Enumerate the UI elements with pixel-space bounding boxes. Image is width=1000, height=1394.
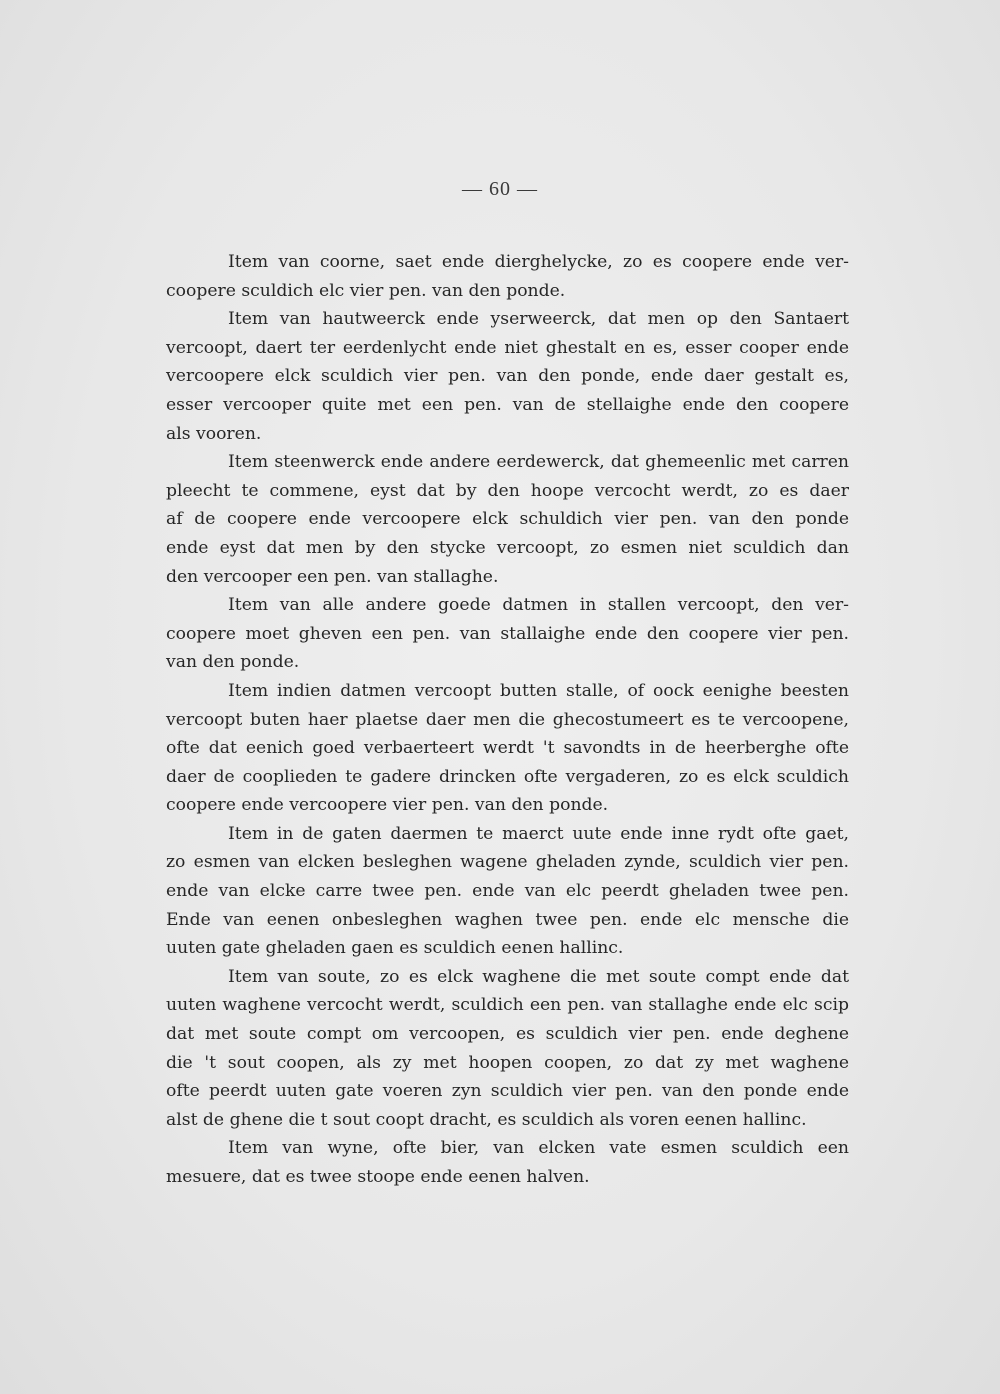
text-line: uuten gate gheladen gaen es sculdich eenen hallinc. xyxy=(166,938,624,959)
text-line: zo esmen van elcken besleghen wagene gheladen zynde, sculdich vier pen. xyxy=(166,852,849,873)
text-line: coopere moet gheven een pen. van stallaighe ende den coopere vier pen. xyxy=(166,623,849,644)
paragraph xyxy=(166,248,849,305)
paragraph xyxy=(166,963,849,1135)
text-line: ofte peerdt uuten gate voeren zyn sculdich vier pen. van den ponde ende xyxy=(166,1081,849,1102)
text-line: Item van wyne, ofte bier, van elcken vate esmen sculdich een xyxy=(228,1138,849,1159)
text-line: Item van coorne, saet ende dierghelycke, zo es coopere ende ver- xyxy=(228,252,849,272)
text-line: coopere ende vercoopere vier pen. van den ponde. xyxy=(166,795,609,816)
paragraph xyxy=(166,820,849,963)
text-line: coopere sculdich elc vier pen. van den ponde. xyxy=(166,280,566,301)
text-line: Item van alle andere goede datmen in stallen vercoopt, den ver- xyxy=(228,595,849,616)
text-line: Item steenwerck ende andere eerdewerck, dat ghemeenlic met carren xyxy=(228,452,849,473)
text-line: den vercooper een pen. van stallaghe. xyxy=(166,566,499,587)
text-line: ende eyst dat men by den stycke vercoopt, zo esmen niet sculdich dan xyxy=(166,537,849,558)
paragraph xyxy=(166,448,849,591)
paragraph xyxy=(166,591,849,677)
text-line: alst de ghene die t sout coopt dracht, es sculdich als voren eenen hallinc. xyxy=(166,1109,807,1130)
page-number: — 60 — xyxy=(462,178,538,200)
paragraph xyxy=(166,677,849,820)
text-line: daer de cooplieden te gadere drincken ofte vergaderen, zo es elck sculdich xyxy=(166,766,849,787)
text-line: van den ponde. xyxy=(166,652,300,673)
text-line: mesuere, dat es twee stoope ende eenen halven. xyxy=(166,1167,590,1187)
body-text xyxy=(166,248,849,1192)
text-line: vercoopere elck sculdich vier pen. van den ponde, ende daer gestalt es, xyxy=(166,366,849,387)
text-line: af de coopere ende vercoopere elck schuldich vier pen. van den ponde xyxy=(166,509,849,530)
text-line: Ende van eenen onbesleghen waghen twee pen. ende elc mensche die xyxy=(166,909,849,930)
paragraph xyxy=(166,305,849,448)
text-line: vercoopt buten haer plaetse daer men die ghecostumeert es te vercoopene, xyxy=(166,709,849,730)
text-line: Item indien datmen vercoopt butten stalle, of oock eenighe beesten xyxy=(228,680,849,701)
text-line: als vooren. xyxy=(166,423,262,444)
text-line: esser vercooper quite met een pen. van de stellaighe ende den coopere xyxy=(166,394,849,415)
text-line: Item in de gaten daermen te maerct uute ende inne rydt ofte gaet, xyxy=(228,823,849,844)
text-line: uuten waghene vercocht werdt, sculdich een pen. van stallaghe ende elc scip xyxy=(166,995,849,1016)
text-line: die 't sout coopen, als zy met hoopen coopen, zo dat zy met waghene xyxy=(166,1052,849,1073)
text-line: pleecht te commene, eyst dat by den hoope vercocht werdt, zo es daer xyxy=(166,480,849,501)
paragraph xyxy=(166,1134,849,1191)
text-line: ende van elcke carre twee pen. ende van elc peerdt gheladen twee pen. xyxy=(166,881,849,902)
text-line: Item van soute, zo es elck waghene die met soute compt ende dat xyxy=(228,966,849,987)
text-line: vercoopt, daert ter eerdenlycht ende niet ghestalt en es, esser cooper ende xyxy=(166,337,849,358)
text-line: Item van hautweerck ende yserweerck, dat men op den Santaert xyxy=(228,309,849,330)
text-line: ofte dat eenich goed verbaerteert werdt 't savondts in de heerberghe ofte xyxy=(166,738,849,759)
text-line: dat met soute compt om vercoopen, es sculdich vier pen. ende deghene xyxy=(166,1024,849,1045)
